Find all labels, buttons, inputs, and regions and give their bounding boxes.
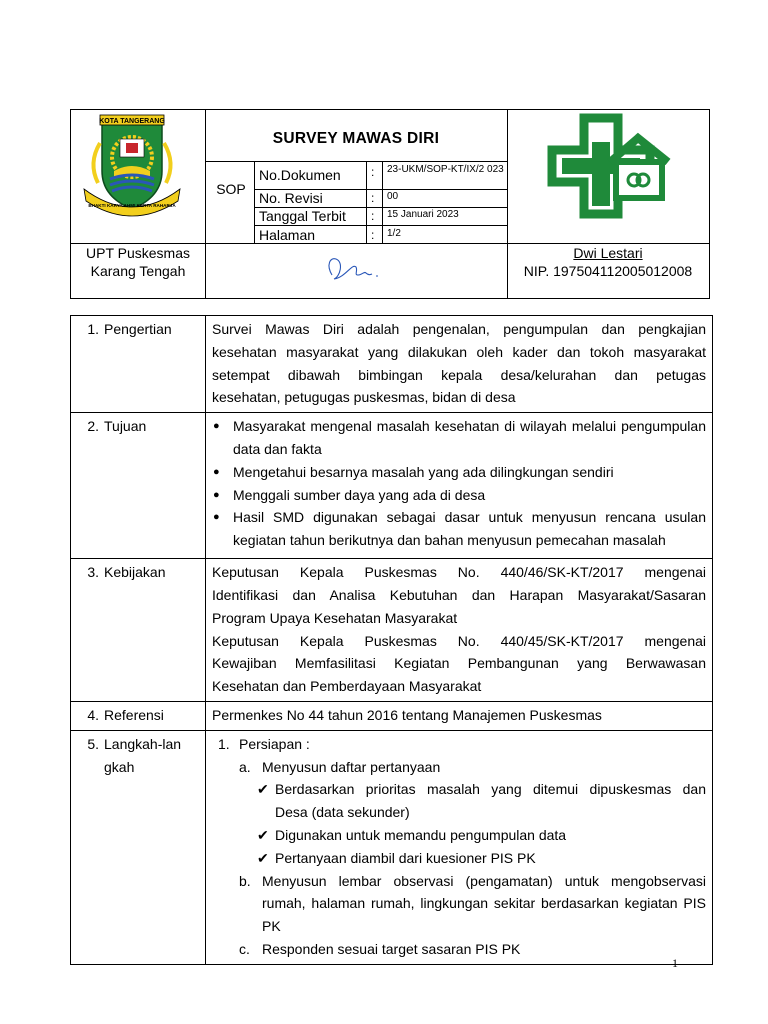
row-number: 5.	[87, 735, 99, 752]
pengertian-line-2: kesehatan masyarakat yang dilakukan oleh kader dan tokoh masyarakat	[212, 343, 706, 360]
check-item-2-text: Digunakan untuk memandu pengumpulan data	[275, 826, 567, 843]
pengertian-line-4: kesehatan, petugugas puskesmas, bidan di desa	[212, 389, 516, 406]
langkah-step-1	[212, 733, 706, 756]
field-label-halaman: Halaman	[259, 227, 316, 243]
document-title: SURVEY MAWAS DIRI	[272, 130, 440, 147]
pengertian-line-1: Survei Mawas Diri adalah pengenalan, pengumpulan dan pengkajian	[212, 321, 706, 337]
upt-name	[72, 244, 204, 280]
referensi-text: Permenkes No 44 tahun 2016 tentang Manajemen Puskesmas	[212, 706, 602, 723]
sop-label: SOP	[216, 181, 246, 197]
row-label: Tujuan	[104, 418, 147, 435]
field-colon-halaman: :	[371, 228, 375, 242]
row-langkah	[71, 730, 713, 964]
tujuan-item-3: ● Menggali sumber daya yang ada di desa	[212, 484, 706, 507]
field-label-no-dokumen: No.Dokumen	[259, 167, 341, 183]
row-label: Referensi	[104, 706, 164, 723]
page-number: 1	[672, 956, 678, 970]
field-value-no-dokumen: 23-UKM/SOP-KT/IX/2 023	[387, 164, 504, 175]
pengertian-line-3: setempat dibawah bimbingan kepala desa/kelurahan dan petugas	[212, 366, 706, 383]
svg-text:KOTA TANGERANG: KOTA TANGERANG	[99, 118, 165, 125]
checkmark-icon: ✔	[257, 849, 269, 866]
substep-letter: c.	[239, 940, 250, 957]
row-number: 1.	[87, 321, 99, 337]
kebijakan-line-2: Identifikasi dan Analisa Kebutuhan dan Harapan Masyarakat/Sasaran	[212, 586, 706, 603]
field-colon-no-dokumen: :	[371, 165, 375, 179]
row-label-line-1: Langkah-lan	[104, 735, 182, 752]
checkmark-icon: ✔	[257, 781, 269, 798]
substep-letter: b.	[239, 872, 251, 889]
field-label-no-revisi: No. Revisi	[259, 190, 323, 206]
row-label-referensi	[71, 701, 206, 730]
row-number: 2.	[87, 418, 99, 435]
row-content-kebijakan	[206, 559, 713, 702]
field-value-tanggal-terbit: 15 Januari 2023	[387, 209, 459, 220]
field-value-no-revisi: 00	[387, 191, 399, 202]
kebijakan-line-5: Kewajiban Memfasilitasi Kegiatan Pembangunan yang Berwawasan	[212, 655, 706, 672]
pejabat-block	[508, 244, 708, 280]
row-number: 4.	[87, 706, 99, 723]
row-content-pengertian	[206, 316, 713, 413]
signature-icon	[322, 253, 384, 283]
langkah-substep-c	[212, 938, 706, 961]
langkah-substep-a	[212, 756, 706, 779]
header-hline-title	[205, 161, 507, 162]
row-kebijakan	[71, 559, 713, 702]
row-number: 3.	[87, 564, 99, 581]
header-vline-colon-left	[366, 161, 367, 243]
check-item-2	[212, 824, 706, 847]
row-label: Pengertian	[104, 321, 172, 337]
row-content-tujuan	[206, 413, 713, 559]
pejabat-nip: NIP. 197504112005012008	[523, 263, 693, 279]
puskesmas-logo-icon	[540, 112, 675, 220]
row-referensi	[71, 701, 713, 730]
row-label-kebijakan	[71, 559, 206, 702]
tujuan-item-1: ● Masyarakat mengenal masalah kesehatan di wilayah melalui pengumpulan data dan fakta	[212, 415, 706, 461]
tujuan-item-4: ● Hasil SMD digunakan sebagai dasar untuk menyusun rencana usulan kegiatan tahun berikutnya dan bahan menyusun pemecahan masalah	[212, 506, 706, 552]
kota-tangerang-logo-icon	[80, 113, 184, 225]
substep-letter: a.	[239, 758, 251, 775]
row-tujuan	[71, 413, 713, 559]
tujuan-item-2: ● Mengetahui besarnya masalah yang ada dilingkungan sendiri	[212, 461, 706, 484]
row-content-referensi	[206, 701, 713, 730]
header-field-sep-3	[254, 225, 507, 226]
row-label-pengertian	[71, 316, 206, 413]
field-value-halaman: 1/2	[387, 228, 401, 239]
svg-text:BHAKTI KARYA AHMI KERTA RAHARJ: BHAKTI KARYA AHMI KERTA RAHARJA	[88, 203, 176, 208]
field-colon-tanggal-terbit: :	[371, 209, 375, 223]
substep-text: Responden sesuai target sasaran PIS PK	[262, 940, 521, 957]
kebijakan-line-3: Program Upaya Kesehatan Masyarakat	[212, 609, 458, 626]
upt-line-2: Karang Tengah	[90, 263, 186, 279]
step-number: 1.	[218, 735, 230, 752]
check-item-1	[212, 778, 706, 824]
pejabat-name: Dwi Lestari	[573, 245, 643, 261]
check-item-1-line-1: Berdasarkan prioritas masalah yang ditemui dipuskesmas dan	[275, 781, 706, 798]
check-item-3	[212, 847, 706, 870]
field-colon-no-revisi: :	[371, 191, 375, 205]
check-item-1-line-2: Desa (data sekunder)	[275, 804, 410, 821]
step-text: Persiapan :	[239, 735, 310, 752]
row-pengertian	[71, 316, 713, 413]
substep-text: Menyusun lembar observasi (pengamatan) untuk mengobservasi rumah, halaman rumah, lingkungan sekitar berdasarkan kegiatan PIS PK	[262, 872, 706, 935]
kebijakan-line-4: Keputusan Kepala Puskesmas No. 440/45/SK-KT/2017 mengenai	[212, 632, 706, 649]
row-label	[104, 733, 192, 779]
checkmark-icon: ✔	[257, 826, 269, 843]
kebijakan-line-1: Keputusan Kepala Puskesmas No. 440/46/SK-KT/2017 mengenai	[212, 564, 706, 581]
row-label-line-2: gkah	[104, 758, 135, 775]
row-content-langkah	[206, 730, 713, 964]
header-vline-colon-right	[382, 161, 383, 243]
upt-line-1: UPT Puskesmas	[86, 245, 190, 261]
row-label-tujuan	[71, 413, 206, 559]
check-item-3-text: Pertanyaan diambil dari kuesioner PIS PK	[275, 849, 536, 866]
langkah-substep-b	[212, 870, 706, 938]
substep-text: Menyusun daftar pertanyaan	[262, 758, 441, 775]
kebijakan-line-6: Kesehatan dan Pemberdayaan Masyarakat	[212, 678, 482, 695]
header-vline-sop	[254, 161, 255, 243]
row-label-langkah	[71, 730, 206, 964]
field-label-tanggal-terbit: Tanggal Terbit	[259, 208, 346, 224]
row-label: Kebijakan	[104, 564, 166, 581]
sop-content-table	[70, 315, 713, 965]
